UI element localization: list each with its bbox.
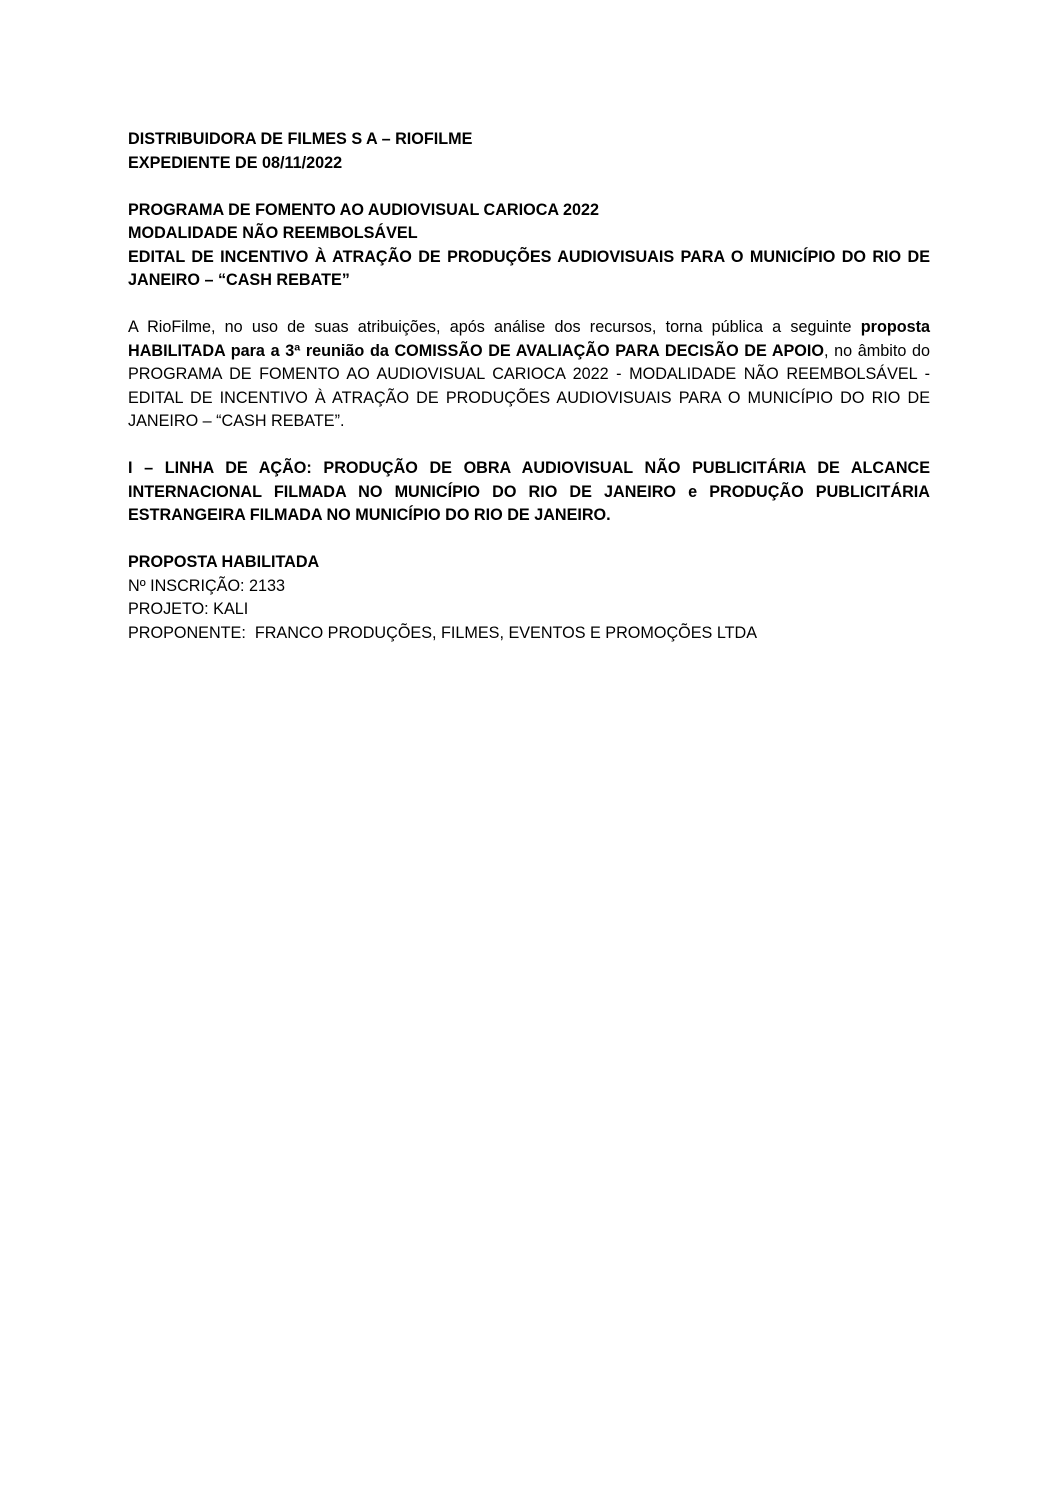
- proposta-proponente: PROPONENTE: FRANCO PRODUÇÕES, FILMES, EVENTOS E PROMOÇÕES LTDA: [128, 623, 758, 642]
- spacer: [128, 175, 930, 199]
- proposta-inscricao: Nº INSCRIÇÃO: 2133: [128, 576, 286, 595]
- spacer: [128, 528, 930, 552]
- edital-title: EDITAL DE INCENTIVO À ATRAÇÃO DE PRODUÇÕES AUDIOVISUAIS PARA O MUNICÍPIO DO RIO DE JANEIRO – “CASH REBATE”: [128, 247, 930, 289]
- intro-bold-text: proposta HABILITADA para a 3ª reunião da COMISSÃO DE AVALIAÇÃO PARA DECISÃO DE APOIO: [128, 318, 930, 360]
- proposta-heading: PROPOSTA HABILITADA: [128, 553, 320, 571]
- company-name: DISTRIBUIDORA DE FILMES S A – RIOFILME: [128, 130, 473, 148]
- spacer: [128, 434, 930, 458]
- proposta-projeto: PROJETO: KALI: [128, 600, 249, 618]
- intro-paragraph: [128, 316, 930, 434]
- document-page: [128, 128, 930, 645]
- expediente-date: EXPEDIENTE DE 08/11/2022: [128, 153, 343, 172]
- linha-de-acao: I – LINHA DE AÇÃO: PRODUÇÃO DE OBRA AUDIOVISUAL NÃO PUBLICITÁRIA DE ALCANCE INTERNACIONAL FILMADA NO MUNICÍPIO DO RIO DE JANEIRO e PRODUÇÃO PUBLICITÁRIA ESTRANGEIRA FILMADA NO MUNICÍPIO DO RIO DE JANEIRO.: [128, 459, 930, 524]
- intro-text-2: , no âmbito do PROGRAMA DE FOMENTO AO AUDIOVISUAL CARIOCA 2022 - MODALIDADE NÃO REEMBOLSÁVEL - EDITAL DE INCENTIVO À ATRAÇÃO DE PRODUÇÕES AUDIOVISUAIS PARA O MUNICÍPIO DO RIO DE JANEIRO – “CASH REBATE”.: [128, 341, 930, 430]
- spacer: [128, 293, 930, 317]
- intro-text-1: A RioFilme, no uso de suas atribuições, após análise dos recursos, torna pública a seguinte: [128, 318, 861, 336]
- program-title: PROGRAMA DE FOMENTO AO AUDIOVISUAL CARIOCA 2022: [128, 200, 599, 219]
- program-modality: MODALIDADE NÃO REEMBOLSÁVEL: [128, 224, 418, 242]
